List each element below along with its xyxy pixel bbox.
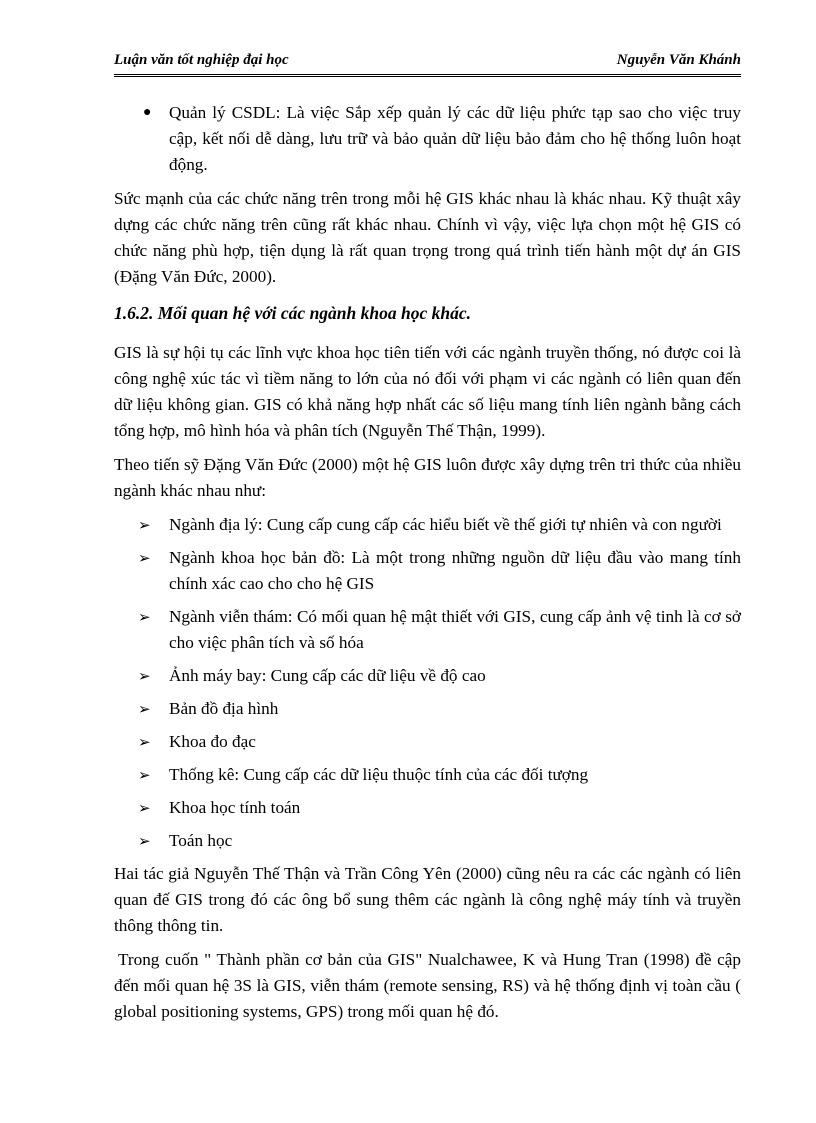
arrow-bullet-icon: ➢ (138, 608, 151, 626)
list-item-text: Ngành viễn thám: Có mối quan hệ mật thiết với GIS, cung cấp ảnh vệ tinh là cơ sở cho việc phân tích và số hóa (169, 607, 741, 652)
page-body (114, 100, 741, 1033)
arrow-bullet-icon: ➢ (138, 667, 151, 685)
list-item-text: Bản đồ địa hình (169, 699, 279, 718)
arrow-bullet-icon: ➢ (138, 733, 151, 751)
page-header (114, 50, 741, 74)
paragraph-gis-convergence: GIS là sự hội tụ các lĩnh vực khoa học tiên tiến với các ngành truyền thống, nó được coi là công nghệ xúc tác vì tiềm năng to lớn của nó đối với phạm vi các ngành có liên quan đến dữ liệu không gian. GIS có khả năng hợp nhất các số liệu mang tính liên ngành bằng cách tổng hợp, mô hình hóa và phân tích (Nguyễn Thế Thận, 1999). (114, 343, 741, 440)
arrow-bullet-icon: ➢ (138, 799, 151, 817)
paragraph-related-fields-intro: Theo tiến sỹ Đặng Văn Đức (2000) một hệ GIS luôn được xây dựng trên tri thức của nhiều ngành khác nhau như: (114, 455, 741, 500)
list-item (114, 512, 741, 538)
list-item-text: Ngành khoa học bản đồ: Là một trong những nguồn dữ liệu đầu vào mang tính chính xác cao cho cho hệ GIS (169, 548, 741, 593)
list-item (114, 729, 741, 755)
arrow-bullet-icon: ➢ (138, 549, 151, 567)
arrow-bullet-icon: ➢ (138, 832, 151, 850)
related-fields-list (114, 512, 741, 854)
list-item (114, 604, 741, 656)
paragraph-gis-functions: Sức mạnh của các chức năng trên trong mỗi hệ GIS khác nhau là khác nhau. Kỹ thuật xây dựng các chức năng trên cũng rất khác nhau. Chính vì vậy, việc lựa chọn một hệ GIS có chức năng phù hợp, tiện dụng là rất quan trọng trong quá trình tiến hành một dự án GIS (Đặng Văn Đức, 2000). (114, 189, 741, 286)
list-item (114, 795, 741, 821)
list-item (114, 663, 741, 689)
list-item (114, 762, 741, 788)
list-item-text: Toán học (169, 831, 233, 850)
section-heading: 1.6.2. Mối quan hệ với các ngành khoa học khác. (114, 303, 471, 323)
arrow-bullet-icon: ➢ (138, 700, 151, 718)
paragraph-3s-relationship: Trong cuốn " Thành phần cơ bản của GIS" Nualchawee, K và Hung Tran (1998) đề cập đến mối quan hệ 3S là GIS, viễn thám (remote sensing, RS) và hệ thống định vị toàn cầu ( global positioning systems, GPS) trong mối quan hệ đó. (114, 950, 741, 1021)
bullet-dot-icon: ● (143, 105, 152, 120)
header-author-name: Nguyễn Văn Khánh (616, 52, 741, 68)
list-item (114, 545, 741, 597)
list-item-text: Ảnh máy bay: Cung cấp các dữ liệu về độ cao (169, 666, 486, 685)
list-item-text: Ngành địa lý: Cung cấp cung cấp các hiểu biết về thế giới tự nhiên và con người (169, 515, 722, 534)
bullet-list (114, 100, 741, 178)
list-item-text: Khoa học tính toán (169, 798, 301, 817)
list-item (114, 828, 741, 854)
arrow-bullet-icon: ➢ (138, 516, 151, 534)
header-thesis-title: Luận văn tốt nghiệp đại học (114, 52, 289, 68)
list-item-text: Khoa đo đạc (169, 732, 256, 751)
paragraph-other-authors: Hai tác giả Nguyễn Thế Thận và Trần Công Yên (2000) cũng nêu ra các các ngành có liên quan đế GIS trong đó các ông bổ sung thêm các ngành là công nghệ máy tính và truyền thông thông tin. (114, 864, 741, 935)
bullet-item-text: Quản lý CSDL: Là việc Sắp xếp quản lý các dữ liệu phức tạp sao cho việc truy cập, kết nối dễ dàng, lưu trữ và bảo quản dữ liệu bảo đảm cho hệ thống luôn hoạt động. (169, 103, 741, 174)
bullet-item-csdl (114, 100, 741, 178)
list-item (114, 696, 741, 722)
arrow-bullet-icon: ➢ (138, 766, 151, 784)
list-item-text: Thống kê: Cung cấp các dữ liệu thuộc tính của các đối tượng (169, 765, 589, 784)
header-divider (114, 74, 741, 77)
